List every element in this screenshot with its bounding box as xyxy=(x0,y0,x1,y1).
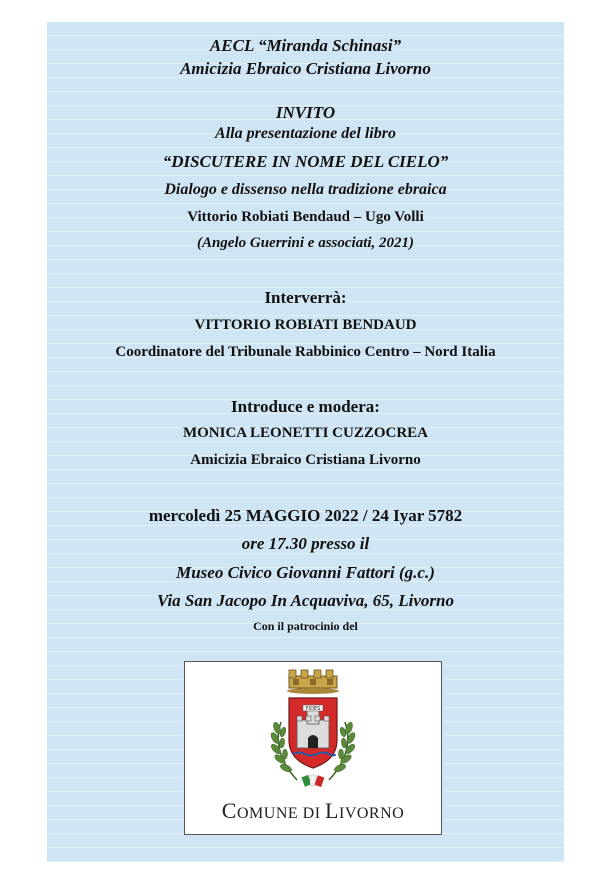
event-venue: Museo Civico Giovanni Fattori (g.c.) xyxy=(176,563,435,582)
patronage-text: Con il patrocinio del xyxy=(253,619,358,633)
invitation-panel xyxy=(47,22,564,862)
moderator-name: MONICA LEONETTI CUZZOCREA xyxy=(182,425,429,441)
ribbon-icon xyxy=(301,775,324,787)
event-date: mercoledì 25 MAGGIO 2022 / 24 Iyar 5782 xyxy=(148,506,463,525)
banner-text: FIDES xyxy=(305,706,321,712)
invite-title: INVITO xyxy=(275,103,336,122)
book-authors: Vittorio Robiati Bendaud – Ugo Volli xyxy=(187,209,424,225)
org-name: AECL “Miranda Schinasi” xyxy=(209,36,402,55)
comune-rest: OMUNE DI xyxy=(236,805,326,822)
book-title: “DISCUTERE IN NOME DEL CIELO” xyxy=(162,152,449,171)
crown-icon xyxy=(287,670,339,694)
coat-of-arms-icon xyxy=(185,662,441,798)
moderator-heading: Introduce e modera: xyxy=(231,397,380,416)
speaker-role: Coordinatore del Tribunale Rabbinico Centro – Nord Italia xyxy=(115,344,496,360)
org-full-name: Amicizia Ebraico Cristiana Livorno xyxy=(180,59,431,78)
comune-logo xyxy=(184,661,442,835)
event-address: Via San Jacopo In Acquaviva, 65, Livorno xyxy=(157,591,454,610)
livorno-initial: L xyxy=(325,798,339,823)
event-time: ore 17.30 presso il xyxy=(241,534,370,553)
book-publisher: (Angelo Guerrini e associati, 2021) xyxy=(196,235,415,251)
invite-subtitle: Alla presentazione del libro xyxy=(215,125,396,142)
book-subtitle: Dialogo e dissenso nella tradizione ebraica xyxy=(164,181,447,198)
livorno-rest: IVORNO xyxy=(338,805,405,822)
speaker-heading: Interverrà: xyxy=(264,288,347,307)
comune-initial: C xyxy=(221,798,237,823)
comune-name xyxy=(185,798,441,824)
speaker-name: VITTORIO ROBIATI BENDAUD xyxy=(194,317,417,333)
shield-icon xyxy=(289,698,337,768)
moderator-role: Amicizia Ebraico Cristiana Livorno xyxy=(190,452,421,468)
